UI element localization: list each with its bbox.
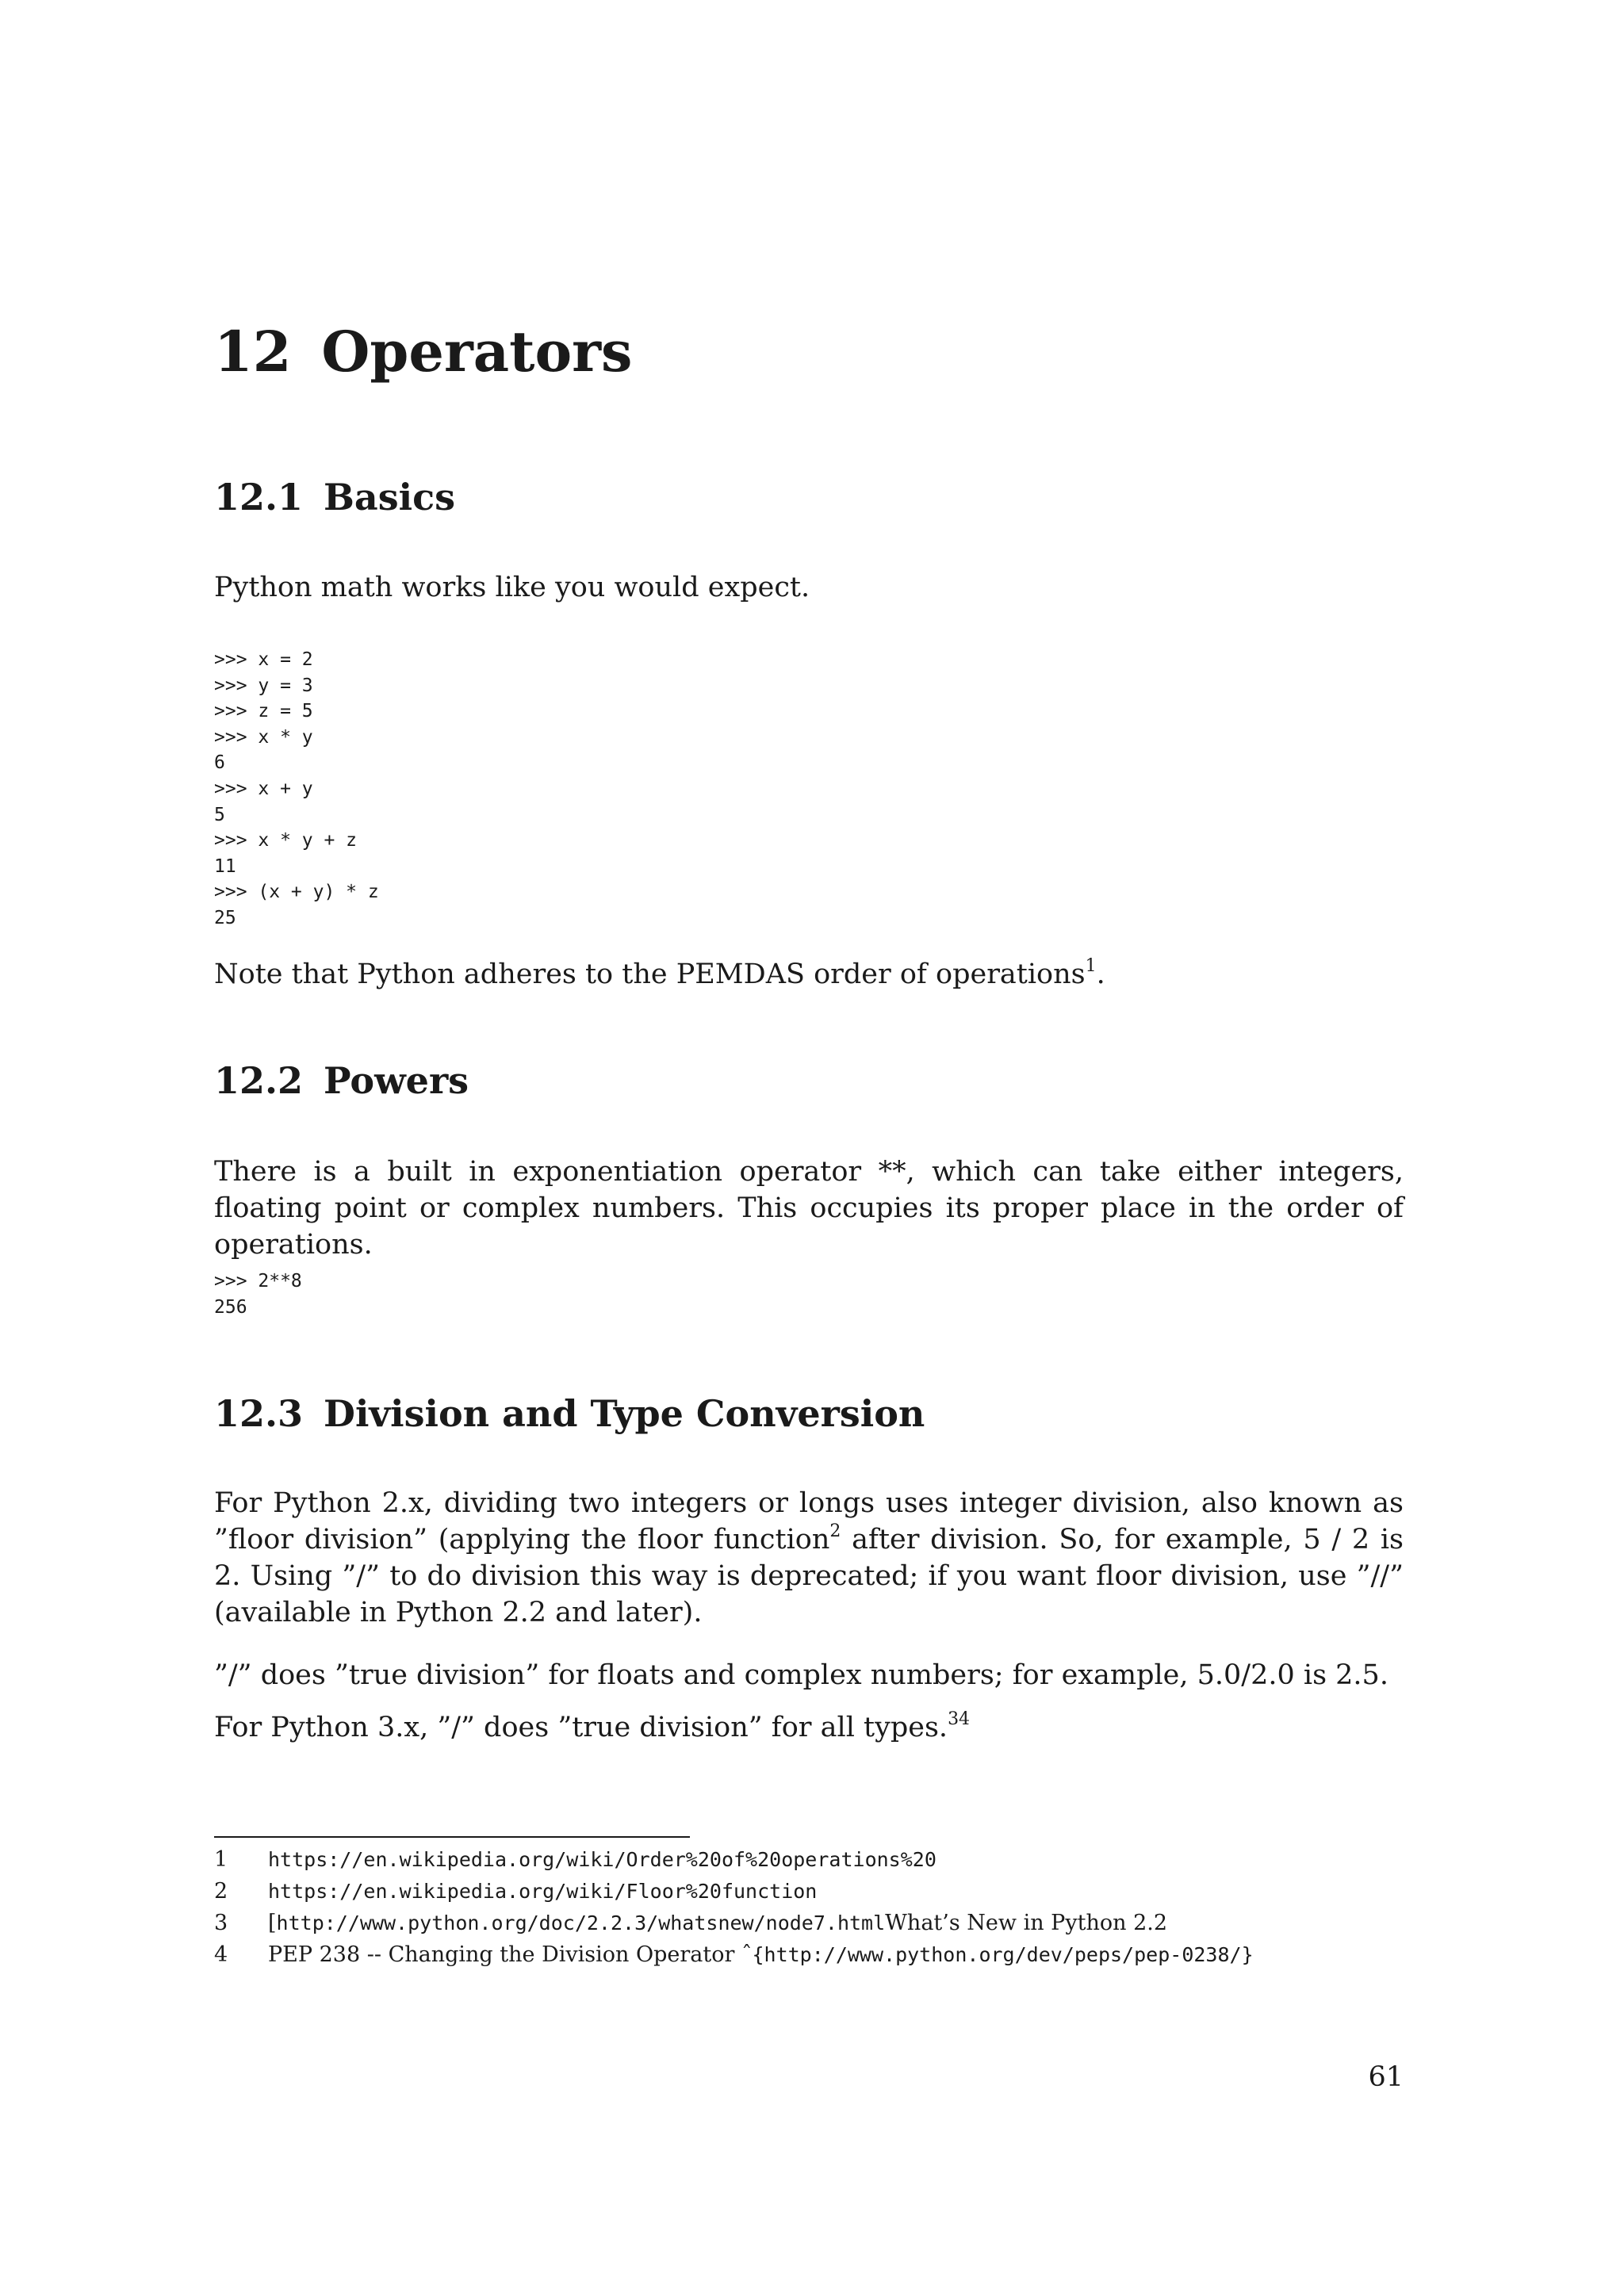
footnote-number: 4 [214,1942,228,1967]
division-python2-text-a: For Python 2.x, dividing two integers or longs uses integer division, also known as ”floor division” (applying the floor function [214,1487,1404,1556]
document-page [214,0,1404,2296]
section-heading-basics [214,477,455,518]
section-heading-division [214,1394,925,1434]
footnote-ref-3-4[interactable]: 34 [948,1709,971,1730]
chapter-title [214,319,633,385]
footnotes [214,1844,1404,1971]
code-block-basics: >>> x = 2 >>> y = 3 >>> z = 5 >>> x * y 6 >>> x + y 5 >>> x * y + z 11 >>> (x + y) * z 25 [214,649,379,928]
footnote-1 [214,1844,1404,1876]
page-number: 61 [1368,2061,1404,2093]
footnote-ref-1[interactable]: 1 [1085,956,1097,977]
footnote-prefix: [ [268,1911,277,1935]
footnote-number: 3 [214,1911,228,1935]
division-python2-text-b: after division. So, for example, 5 / 2 is 2. Using ”/” to do division this way is deprecated; if you want floor division, use ”//” (available in Python 2.2 and later). [214,1524,1404,1628]
footnote-2 [214,1876,1404,1908]
footnote-text: What’s New in Python 2.2 [885,1911,1168,1935]
pemdas-note-end: . [1096,959,1105,990]
section-number: 12.2 [214,1059,304,1102]
section-heading-powers [214,1061,469,1101]
paragraph-true-division: ”/” does ”true division” for floats and complex numbers; for example, 5.0/2.0 is 2.5. [214,1659,1388,1691]
footnote-rule [214,1836,690,1838]
chapter-number: 12 [214,319,292,385]
section-title-text: Basics [324,476,456,519]
chapter-title-text: Operators [321,319,633,385]
code-block-powers: >>> 2**8 256 [214,1271,302,1318]
footnote-link[interactable]: {http://www.python.org/dev/peps/pep-0238/} [752,1943,1254,1966]
section-title-text: Division and Type Conversion [324,1392,925,1435]
footnote-link[interactable]: https://en.wikipedia.org/wiki/Floor%20function [268,1880,818,1903]
section-title-text: Powers [324,1059,469,1102]
paragraph-division-python3 [214,1709,1404,1746]
footnote-link[interactable]: https://en.wikipedia.org/wiki/Order%20of%20operations%20 [268,1848,936,1871]
paragraph-division-python2 [214,1485,1404,1631]
footnote-link[interactable]: http://www.python.org/doc/2.2.3/whatsnew/node7.html [276,1911,886,1934]
paragraph-powers-intro: There is a built in exponentiation operator **, which can take either integers, floating point or complex numbers. This occupies its proper place in the order of operations. [214,1156,1404,1261]
pemdas-note-text: Note that Python adheres to the PEMDAS order of operations [214,959,1086,990]
footnote-number: 1 [214,1847,228,1872]
footnote-number: 2 [214,1879,228,1904]
paragraph-pemdas-note [214,956,1404,993]
footnote-prefix: PEP 238 -- Changing the Division Operator ˆ [268,1942,753,1967]
section-number: 12.3 [214,1392,304,1435]
section-number: 12.1 [214,476,304,519]
paragraph-basics-intro: Python math works like you would expect. [214,572,810,603]
division-python3-text: For Python 3.x, ”/” does ”true division” for all types. [214,1712,948,1743]
footnote-3 [214,1908,1404,1939]
footnote-ref-2[interactable]: 2 [829,1521,841,1542]
footnote-4 [214,1939,1404,1971]
